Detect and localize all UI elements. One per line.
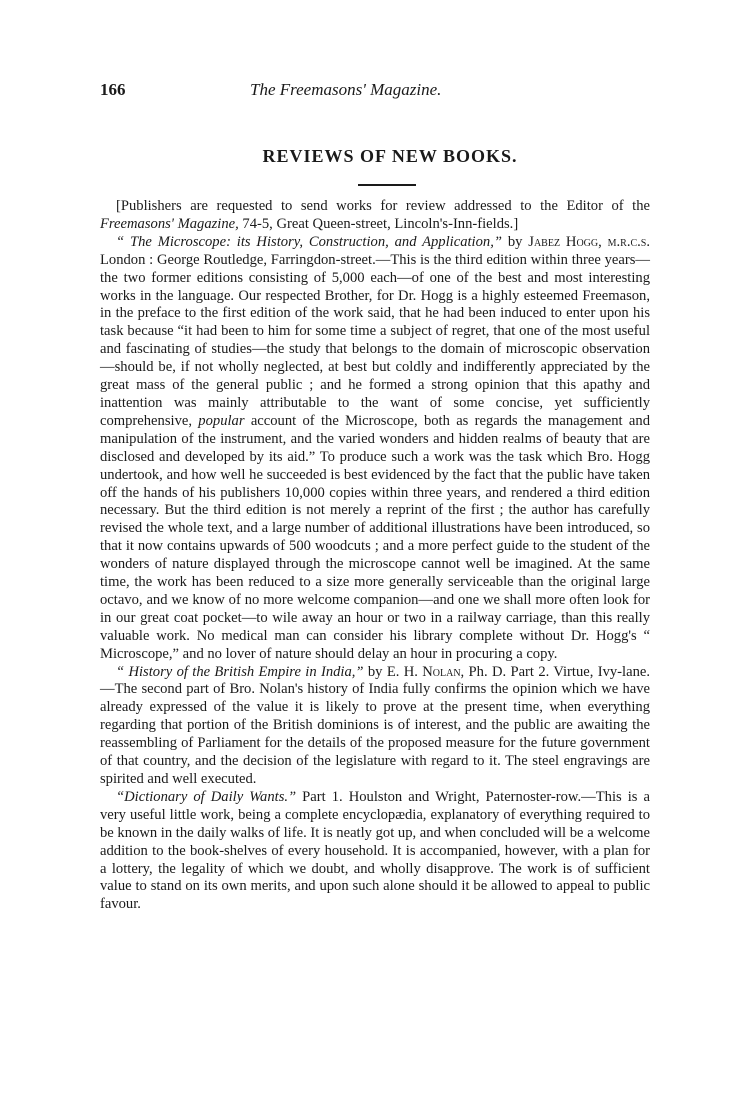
notice-magazine-name: Freemasons' Magazine, xyxy=(100,215,239,232)
section-title: REVIEWS OF NEW BOOKS. xyxy=(262,146,518,166)
review-text: Ph. D. Part 2. Virtue, Ivy-lane.—The second part of Bro. Nolan's history of India fully confirms the opinion which we have already expressed of the value it is likely to prove at the present time, when everything regarding that portion of the British dominions is of interest, and the public are awaiting the reassembling of Parliament for the details of the proposed measure for the future government of that country, and the decision of the legislature with regard to it. The steel engravings are spirited and well executed. xyxy=(100,663,650,787)
review-title: “Dictionary of Daily Wants.” xyxy=(116,788,297,805)
review-microscope xyxy=(100,234,650,664)
review-text-continued: account of the Microscope, both as regards the management and manipulation of the instrument, and the varied wonders and hidden realms of beauty that are disclosed and developed by its aid.” To produce such a work was the task which Bro. Hogg undertook, and how well he succeeded is best evidenced by the fact that the public have taken off the hands of his publishers 10,000 copies within three years, and rendered a third edition necessary. But the third edition is not merely a reprint of the first ; the author has carefully revised the whole text, and a large number of additional illustrations have been introduced, so that it now contains upwards of 500 woodcuts ; and a more perfect guide to the student of the wonders of nature displayed through the microscope cannot well be imagined. At the same time, the work has been reduced to a size more generally serviceable than the original large octavo, and we know of no more welcome companion—and one we shall more often look for in our great coat pocket—to wile away an hour or two in a railway carriage, than this really valuable work. No medical man can consider his library complete without Dr. Hogg's “ Microscope,” and no lover of nature should delay an hour in procuring a copy. xyxy=(100,412,650,662)
review-by: by xyxy=(501,233,529,250)
review-text: Part 1. Houlston and Wright, Paternoster-row.—This is a very useful little work, being a complete encyclopædia, explanatory of everything required to be known in the daily walks of life. It is neatly got up, and when concluded will be a welcome addition to the book-shelves of every household. It is accompanied, however, with a plan for a lottery, the legality of which we doubt, and wholly disapprove. The work is of sufficient value to stand on its own merits, and upon such alone should it be allowed to appeal to public favour. xyxy=(100,788,650,913)
title-rule xyxy=(358,184,416,186)
review-by: by xyxy=(363,663,387,680)
review-text: London : George Routledge, Farringdon-street.—This is the third edition within three years—the two former editions consisting of 5,000 each—of one of the best and most interesting works in the language. Our respected Brother, for Dr. Hogg is a highly esteemed Freemason, in the preface to the first edition of the work said, that he had been induced to enter upon his task because “it had been to him for some time a subject of regret, that one of the most useful and fascinating of studies—the study that belongs to the domain of microscopic observation—should be, if not wholly neglected, at best but coldly and indifferently appreciated by the great mass of the general public ; and he formed a strong opinion that this apathy and inattention was mainly attributable to the want of some concise, yet sufficiently comprehensive, xyxy=(100,251,650,429)
review-title: “ History of the British Empire in India,” xyxy=(116,663,364,680)
review-author: Jabez Hogg, m.r.c.s. xyxy=(528,233,651,250)
review-author: E. H. Nolan, xyxy=(386,663,465,680)
notice-text-before: [Publishers are requested to send works for review addressed to the Editor of the xyxy=(116,198,650,214)
page-number: 166 xyxy=(100,80,126,99)
review-dictionary xyxy=(100,789,650,914)
reviews-body xyxy=(100,198,650,914)
review-title: “ The Microscope: its History, Construction, and Application,” xyxy=(116,233,502,250)
journal-title: The Freemasons' Magazine. xyxy=(250,80,442,99)
review-history-india xyxy=(100,664,650,789)
publishers-notice xyxy=(100,198,650,234)
running-head xyxy=(100,80,680,104)
review-emphasis: popular xyxy=(198,412,245,429)
notice-text-after: 74-5, Great Queen-street, Lincoln's-Inn-fields.] xyxy=(238,215,519,232)
